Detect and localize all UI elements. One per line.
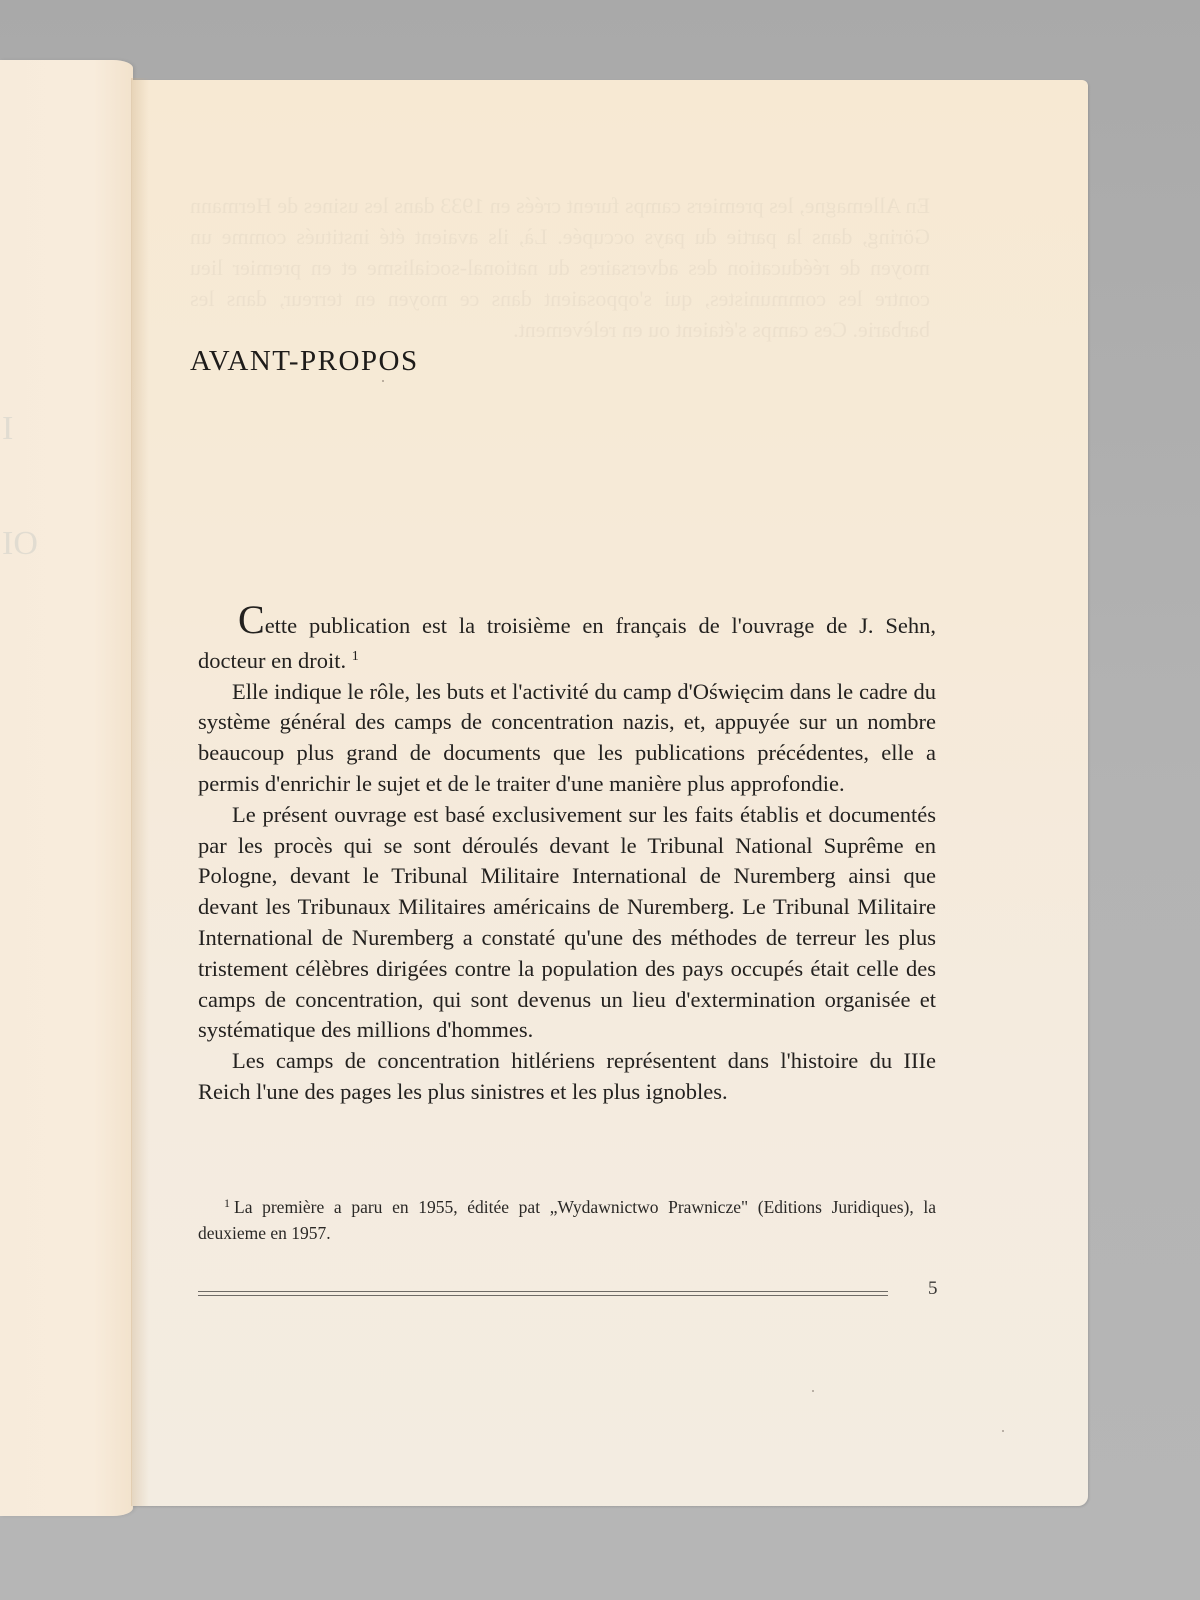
bleed-through-text: En Allemagne, les premiers camps furent créés en 1933 dans les usines de Hermann Göring, dans la partie du pays occupée. Là, ils avaient été institués comme un moyen de rééducation des adversaires du national-socialisme et en premier lieu contre les communistes, qui s'opposaient dans ce moyen en terreur, dans les barbarie. Ces camps s'étaient ou en relèvement. [190, 193, 930, 342]
paragraph: Le présent ouvrage est basé exclusivement sur les faits établis et documentés par les procès qui se sont déroulés devant le Tribunal National Suprême en Pologne, devant le Tribunal Militaire International de Nuremberg ainsi que devant les Tribunaux Militaires américains de Nuremberg. Le Tribunal Militaire International de Nuremberg a constaté qu'une des méthodes de terreur les plus tristement célèbres dirigées contre la population des pays occupés était celle des camps de concentration, qui sont devenus un lieu d'extermination organisée et systématique des millions d'hommes. [198, 801, 936, 1043]
footnote-paragraph [198, 1190, 936, 1246]
footnote-text: La première a paru en 1955, éditée pat „Wydawnictwo Prawnicze" (Editions Juridiques), la deuxieme en 1957. [198, 1197, 936, 1243]
page-number: 5 [928, 1278, 938, 1299]
paper-speck [382, 380, 384, 382]
footer-rule [198, 1291, 888, 1296]
paragraph: Elle indique le rôle, les buts et l'activité du camp d'Oświęcim dans le cadre du système général des camps de concentration nazis, et, appuyée sur un nombre beaucoup plus grand de documents que les publications précédentes, elle a permis d'enrichir le sujet et de le traiter d'une manière plus approfondie. [198, 678, 936, 796]
drop-cap: C [238, 597, 265, 642]
paper-speck [1002, 1430, 1004, 1432]
bleed-through-mark: IO [2, 525, 38, 562]
right-page [132, 80, 1088, 1506]
left-page [0, 60, 133, 1516]
footnote-reference: 1 [351, 648, 359, 664]
footnote-number: 1 [224, 1196, 230, 1210]
body-text [198, 597, 936, 1108]
footnote [198, 1190, 936, 1246]
paragraph: Les camps de concentration hitlériens représentent dans l'histoire du IIIe Reich l'une des pages les plus sinistres et les plus ignobles. [198, 1048, 936, 1104]
page-title: AVANT-PROPOS [190, 345, 419, 377]
paragraph [198, 597, 936, 677]
paper-speck [812, 1390, 814, 1392]
bleed-through-mark: I [2, 410, 14, 447]
paragraph-text: ette publication est la troisième en français de l'ouvrage de J. Sehn, docteur en droit. [198, 613, 936, 673]
